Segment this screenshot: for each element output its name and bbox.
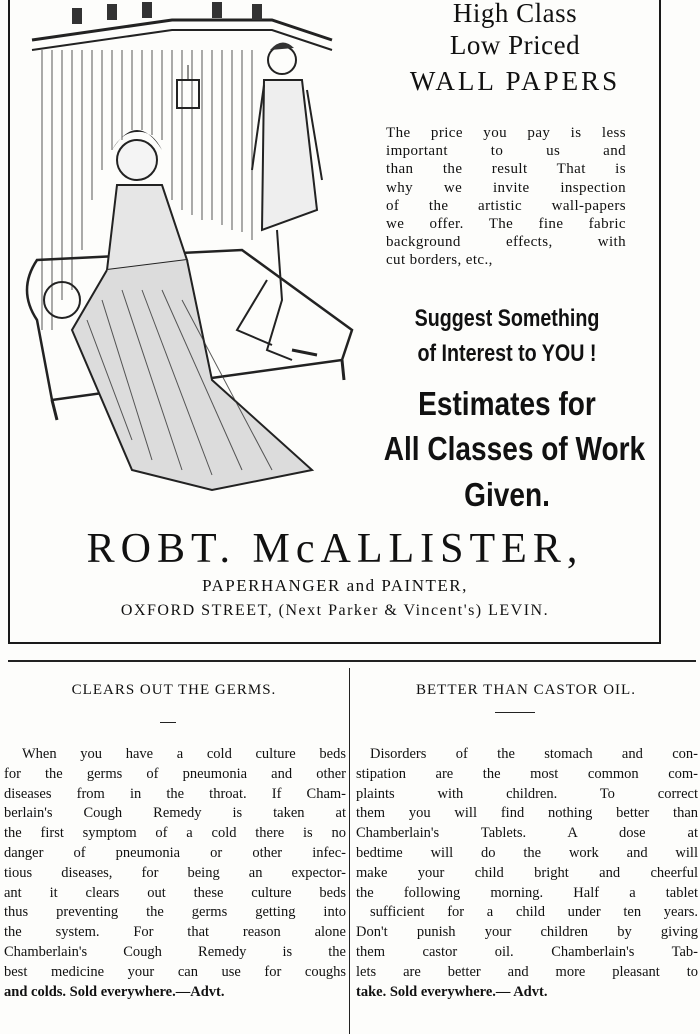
article-line: ant it clears out these culture beds — [4, 884, 346, 901]
article-title-germs: CLEARS OUT THE GERMS. — [71, 682, 277, 698]
illustration-couple-in-parlour — [12, 0, 362, 520]
headline-line-2: Low Priced — [449, 30, 581, 60]
article-line: Chamberlain's Tablets. A dose at — [356, 825, 698, 842]
article-line: diseases from in the throat. If Cham- — [4, 785, 346, 802]
article-line: and colds. Sold everywhere.—Advt. — [4, 983, 225, 1000]
estimate-line-2: All Classes of Work — [383, 430, 646, 467]
ad-body-line: background effects, with — [386, 234, 626, 251]
ad-body-line: The price you pay is less — [386, 125, 626, 141]
article-line: stipation are the most common com- — [356, 765, 698, 782]
article-line: best medicine your can use for coughs — [4, 963, 346, 980]
article-line: the system. For that reason alone — [4, 924, 346, 941]
article-body-castor-oil — [356, 745, 698, 1002]
article-line: take. Sold everywhere.— Advt. — [356, 983, 548, 1000]
article-line: them you will find nothing better than — [356, 805, 698, 822]
article-title-castor-oil: BETTER THAN CASTOR OIL. — [416, 682, 636, 698]
ad-body-line: cut borders, etc., — [386, 252, 493, 269]
article-line: Disorders of the stomach and con- — [370, 746, 698, 762]
estimate-line-1: Estimates for — [418, 385, 596, 422]
article-line: them castor oil. Chamberlain's Tab- — [356, 943, 698, 960]
top-divider — [8, 660, 696, 662]
ad-body-line: why we invite inspection — [386, 179, 626, 196]
ad-body-line: of the artistic wall-papers — [386, 197, 626, 214]
article-line: thus preventing the germs getting into — [4, 904, 346, 921]
article-line: tious diseases, for being an expector- — [4, 864, 346, 881]
title-dash — [160, 722, 176, 723]
article-line: the first symptom of a cold there is no — [4, 825, 346, 842]
article-line: sufficient for a child under ten years. — [370, 904, 698, 921]
title-dash — [495, 712, 535, 713]
article-line: make your child bright and cheerful — [356, 864, 698, 881]
headline-line-1: High Class — [452, 0, 578, 28]
article-line: plaints with children. To correct — [356, 785, 698, 802]
advertiser-address: OXFORD STREET, (Next Parker & Vincent's) LEVIN. — [120, 602, 550, 619]
article-line: for the germs of pneumonia and other — [4, 765, 346, 782]
column-divider — [349, 668, 350, 1034]
ad-body-line: important to us and — [386, 143, 626, 160]
headline-line-3: WALL PAPERS — [409, 66, 621, 96]
ad-body-paragraph — [386, 124, 626, 270]
ad-body-line: we offer. The fine fabric — [386, 216, 626, 233]
suggest-line-1: Suggest Something — [414, 305, 600, 332]
article-line: lets are better and more pleasant to — [356, 963, 698, 980]
article-line: When you have a cold culture beds — [22, 746, 346, 762]
article-line: danger of pneumonia or other infec- — [4, 844, 346, 861]
advertiser-trade: PAPERHANGER and PAINTER, — [202, 576, 468, 595]
article-line: Chamberlain's Cough Remedy is the — [4, 943, 346, 960]
article-line: bedtime will do the work and will — [356, 844, 698, 861]
article-line: berlain's Cough Remedy is taken at — [4, 805, 346, 822]
article-line: Don't punish your children by giving — [356, 924, 698, 941]
advertiser-name: ROBT. McALLISTER, — [86, 526, 584, 572]
article-body-germs — [4, 745, 346, 1002]
estimate-line-3: Given. — [464, 476, 550, 513]
suggest-line-2: of Interest to YOU ! — [417, 340, 597, 367]
article-line: the following morning. Half a tablet — [356, 884, 698, 901]
ad-body-line: than the result That is — [386, 161, 626, 178]
